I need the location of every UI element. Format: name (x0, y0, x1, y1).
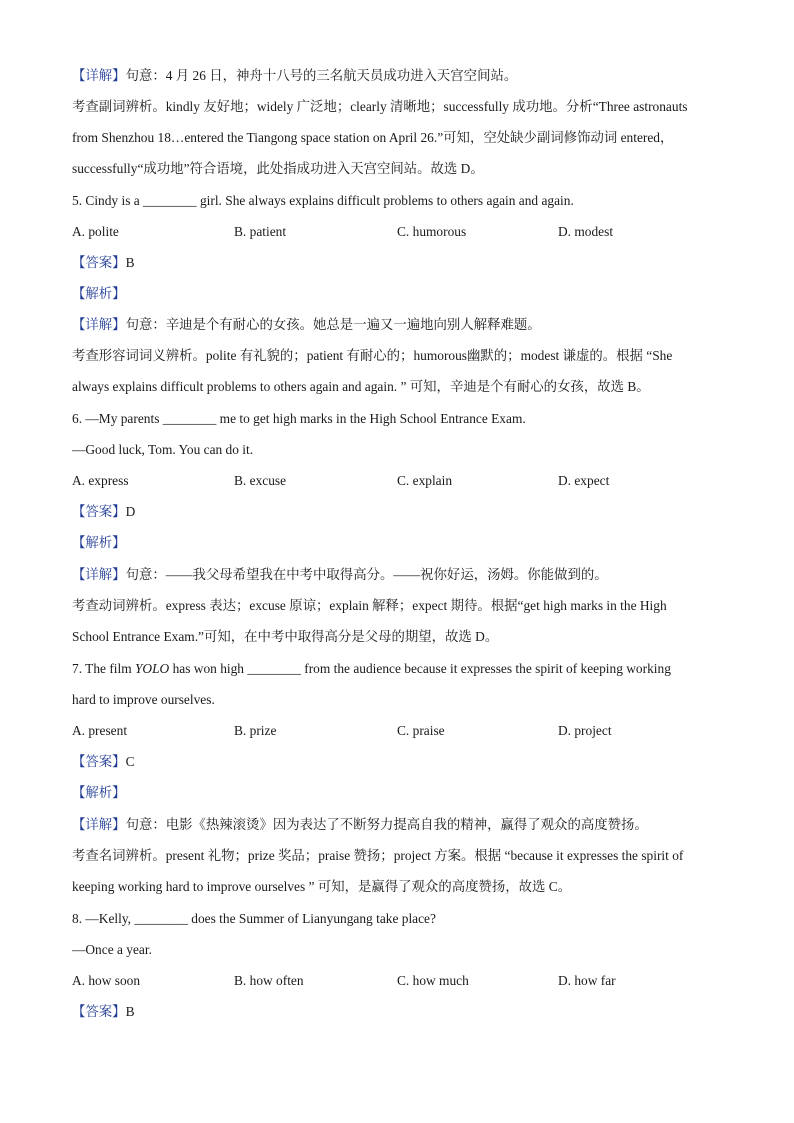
option-a: A. present (72, 723, 128, 738)
detail-tag: 【详解】 (72, 317, 126, 332)
answer-value: B (125, 1004, 135, 1019)
analysis-line: keeping working hard to improve ourselves ” 可知，是赢得了观众的高度赞扬，故选 C。 (72, 879, 572, 894)
text: 句意：电影《热辣滚烫》因为表达了不断努力提高自我的精神，赢得了观众的高度赞扬。 (125, 817, 648, 832)
option-c: C. explain (397, 473, 453, 488)
answer-line (72, 502, 732, 522)
analysis-line: from Shenzhou 18…entered the Tiangong space station on April 26.”可知，空处缺少副词修饰动词 entered， (72, 130, 674, 145)
detail-line (72, 565, 732, 585)
option-d: D. expect (558, 473, 610, 488)
question-7-cont: hard to improve ourselves. (72, 692, 215, 707)
answer-tag: 【答案】 (72, 754, 126, 769)
text: 句意：辛迪是个有耐心的女孩。她总是一遍又一遍地向别人解释难题。 (125, 317, 541, 332)
text: 句意：4 月 26 日，神舟十八号的三名航天员成功进入天宫空间站。 (125, 68, 518, 83)
option-a: A. how soon (72, 973, 141, 988)
analysis-line: 考查动词辨析。express 表达；excuse 原谅；explain 解释；expect 期待。根据“get high marks in the High (72, 598, 667, 613)
explanation-line (72, 783, 732, 803)
option-d: D. project (558, 723, 612, 738)
answer-line (72, 253, 732, 273)
answer-line (72, 752, 732, 772)
answer-tag: 【答案】 (72, 1004, 126, 1019)
question-5: 5. Cindy is a ________ girl. She always explains difficult problems to others again and again. (72, 193, 574, 208)
option-b: B. patient (234, 224, 287, 239)
option-b: B. how often (234, 973, 304, 988)
film-title: YOLO (134, 661, 170, 676)
option-a: A. polite (72, 224, 119, 239)
question-6-reply: —Good luck, Tom. You can do it. (72, 442, 254, 457)
detail-line (72, 315, 732, 335)
option-b: B. prize (234, 723, 277, 738)
answer-tag: 【答案】 (72, 255, 126, 270)
detail-tag: 【详解】 (72, 817, 126, 832)
question-7 (72, 659, 732, 679)
text: 句意：——我父母希望我在中考中取得高分。——祝你好运，汤姆。你能做到的。 (125, 567, 608, 582)
q7-prefix: 7. The film (72, 661, 135, 676)
question-6: 6. —My parents ________ me to get high marks in the High School Entrance Exam. (72, 411, 526, 426)
answer-value: C (125, 754, 135, 769)
answer-tag: 【答案】 (72, 504, 126, 519)
analysis-line: successfully“成功地”符合语境，此处指成功进入天宫空间站。故选 D。 (72, 161, 484, 176)
answer-line (72, 1002, 732, 1022)
options-row (72, 721, 732, 741)
analysis-line: 考查副词辨析。kindly 友好地；widely 广泛地；clearly 清晰地；successfully 成功地。分析“Three astronauts (72, 99, 688, 114)
question-8: 8. —Kelly, ________ does the Summer of Lianyungang take place? (72, 911, 436, 926)
explanation-tag: 【解析】 (72, 286, 126, 301)
analysis-line: 考查形容词词义辨析。polite 有礼貌的；patient 有耐心的；humorous幽默的；modest 谦虚的。根据 “She (72, 348, 673, 363)
q7-rest: has won high ________ from the audience because it expresses the spirit of keeping working (169, 661, 671, 676)
explanation-tag: 【解析】 (72, 785, 126, 800)
explanation-line (72, 533, 732, 553)
options-row (72, 971, 732, 991)
answer-value: D (125, 504, 136, 519)
explanation-line (72, 284, 732, 304)
detail-line (72, 815, 732, 835)
detail-tag: 【详解】 (72, 68, 126, 83)
analysis-line: always explains difficult problems to others again and again. ” 可知，辛迪是个有耐心的女孩，故选 B。 (72, 379, 650, 394)
option-d: D. how far (558, 973, 616, 988)
detail-line (72, 66, 732, 86)
explanation-tag: 【解析】 (72, 535, 126, 550)
analysis-line: 考查名词辨析。present 礼物；prize 奖品；praise 赞扬；project 方案。根据 “because it expresses the spirit of (72, 848, 684, 863)
option-c: C. praise (397, 723, 445, 738)
options-row (72, 471, 732, 491)
option-c: C. how much (397, 973, 469, 988)
option-d: D. modest (558, 224, 614, 239)
analysis-line: School Entrance Exam.”可知，在中考中取得高分是父母的期望，故选 D。 (72, 629, 499, 644)
question-8-reply: —Once a year. (72, 942, 152, 957)
option-c: C. humorous (397, 224, 467, 239)
option-a: A. express (72, 473, 129, 488)
detail-tag: 【详解】 (72, 567, 126, 582)
option-b: B. excuse (234, 473, 287, 488)
answer-value: B (125, 255, 135, 270)
options-row (72, 222, 732, 242)
